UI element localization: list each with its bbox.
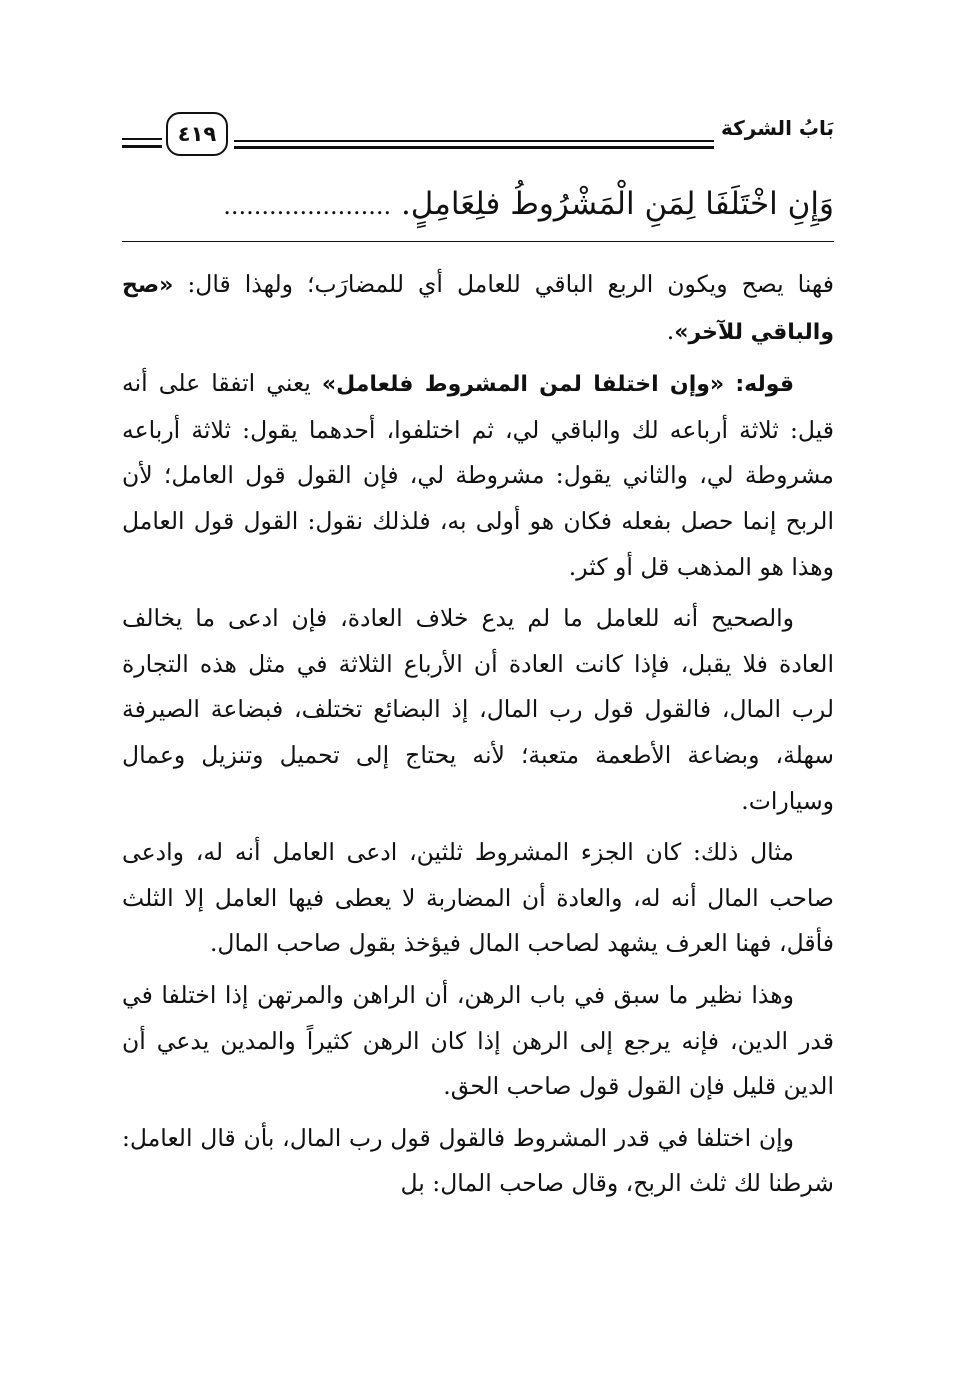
paragraph-segment-bold: قوله: — [724, 372, 794, 398]
paragraph — [122, 361, 834, 590]
header-rule-top — [234, 140, 714, 142]
paragraph-segment: . — [666, 316, 675, 345]
paragraph — [122, 262, 834, 355]
paragraph — [122, 1116, 834, 1207]
paragraph-segment-bold: «وإن اختلفا لمن المشروط فلعامل» — [321, 372, 725, 398]
matn-line — [122, 180, 834, 230]
paragraph-segment: والصحيح أنه للعامل ما لم يدع خلاف العادة، فإن ادعى ما يخالف العادة فلا يقبل، فإذا كانت العادة أن الأرباع الثلاثة في مثل هذه التجارة لرب المال، فالقول قول رب المال، إذ البضائع تختلف، فبضاعة الصيرفة سهلة، وبضاعة الأطعمة متعبة؛ لأنه يحتاج إلى تحميل وتنزيل وعمال وسيارات. — [122, 604, 834, 815]
header-left-rule-bottom — [122, 145, 162, 148]
commentary-body — [122, 262, 834, 1213]
paragraph-segment: وإن اختلفا في قدر المشروط فالقول قول رب المال، بأن قال العامل: شرطنا لك ثلث الربح، وقال صاحب المال: بل — [122, 1123, 834, 1198]
paragraph-segment: وهذا نظير ما سبق في باب الرهن، أن الراهن والمرتهن إذا اختلفا في قدر الدين، فإنه يرجع إلى الرهن إذا كان الرهن كثيراً والمدين يدعي أن الدين قليل فإن القول قول صاحب الحق. — [122, 980, 834, 1101]
paragraph-segment: مثال ذلك: كان الجزء المشروط ثلثين، ادعى العامل أنه له، وادعى صاحب المال أنه له، والعادة أن المضاربة لا يعطى فيها العامل إلا الثلث فأقل، فهنا العرف يشهد لصاحب المال فيؤخذ بقول صاحب المال. — [122, 838, 834, 958]
header-left-rule-top — [122, 138, 162, 140]
paragraph — [122, 596, 834, 824]
page-number: ٤١٩ — [166, 112, 228, 156]
matn-dots: ...................... — [223, 192, 392, 220]
paragraph — [122, 973, 834, 1110]
paragraph-segment: فهنا يصح ويكون الربع الباقي للعامل أي للمضارَب؛ ولهذا قال: — [173, 270, 834, 298]
paragraph — [122, 830, 834, 967]
chapter-title: بَابُ الشركة — [721, 116, 834, 140]
matn-divider — [122, 241, 834, 242]
matn-text: وَإِنِ اخْتَلَفَا لِمَنِ الْمَشْرُوطُ فلِعَامِلٍ. — [400, 186, 834, 222]
page-header — [122, 112, 834, 164]
paragraph-segment: يعني اتفقا على أنه قيل: ثلاثة أرباعه لك والباقي لي، ثم اختلفوا، أحدهما يقول: ثلاثة أرباعه مشروطة لي، والثاني يقول: مشروطة لي، فإن القول قول العامل؛ لأن الربح إنما حصل بفعله فكان هو أولى به، فلذلك نقول: القول قول العامل وهذا هو المذهب قل أو كثر. — [122, 369, 834, 581]
header-rule-bottom — [234, 146, 714, 149]
paragraph-segment-bold: «صح والباقي للآخر» — [122, 273, 834, 345]
